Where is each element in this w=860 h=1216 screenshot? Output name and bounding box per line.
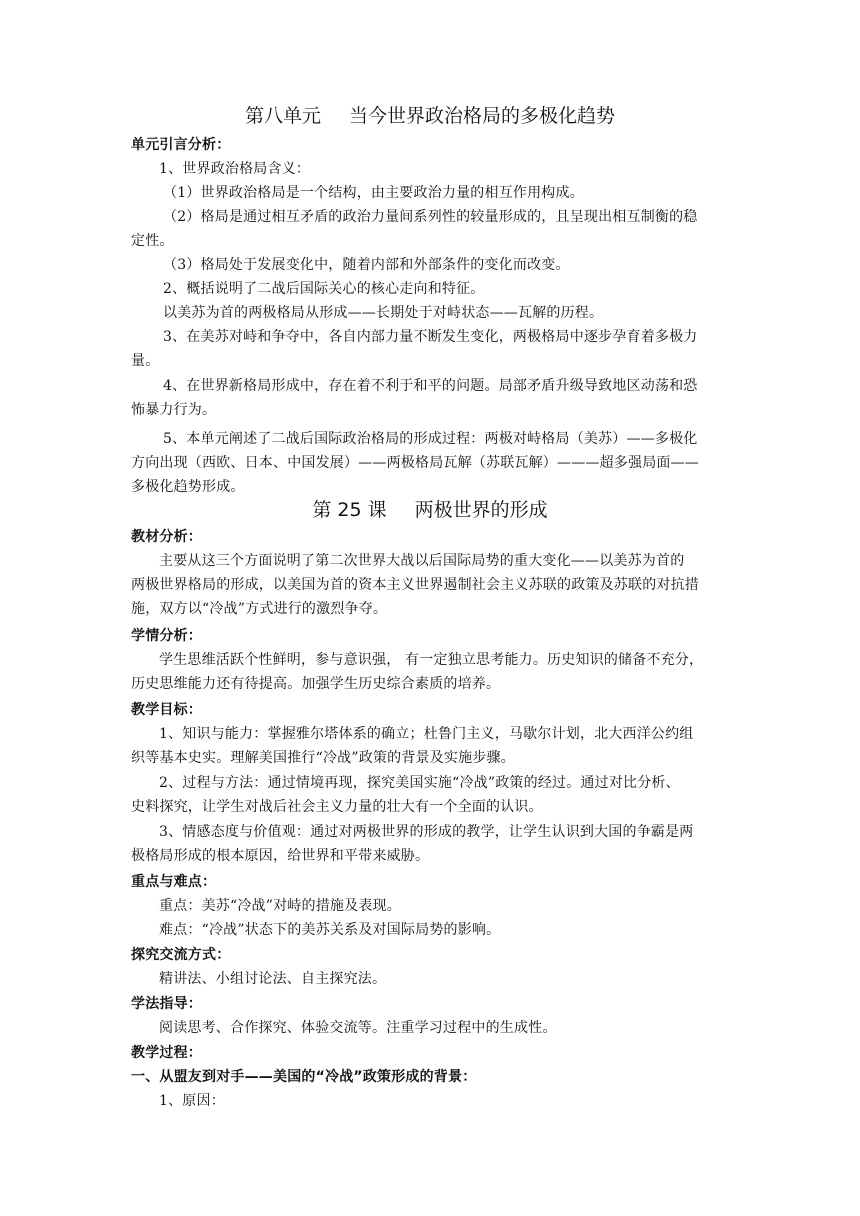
student-analysis-line: 历史思维能力还有待提高。加强学生历史综合素质的培养。 xyxy=(131,676,501,692)
teaching-goals-line: 1、知识与能力：掌握雅尔塔体系的确立；杜鲁门主义，马歇尔计划，北大西洋公约组 xyxy=(159,726,694,742)
unit-intro-line: 2、概括说明了二战后国际关心的核心走向和特征。 xyxy=(163,281,485,297)
material-analysis-line: 施，双方以“冷战”方式进行的激烈争夺。 xyxy=(131,601,388,617)
unit-intro-line: 3、在美苏对峙和争夺中，各自内部力量不断发生变化，两极格局中逐步孕育着多极力 xyxy=(163,329,698,345)
unit-intro-line: 定性。 xyxy=(131,233,174,249)
teaching-goals-line: 极格局形成的根本原因，给世界和平带来威胁。 xyxy=(131,848,430,864)
key-points-heading: 重点与难点： xyxy=(131,874,217,890)
process-line: 1、原因： xyxy=(159,1093,225,1109)
lesson-title: 两极世界的形成 xyxy=(414,499,548,521)
unit-intro-line: 多极化趋势形成。 xyxy=(131,479,245,495)
teaching-goals-line: 2、过程与方法：通过情境再现，探究美国实施“冷战”政策的经过。通过对比分析、 xyxy=(159,775,680,791)
teaching-goals-line: 史料探究，让学生对战后社会主义力量的壮大有一个全面的认识。 xyxy=(131,799,543,815)
unit-intro-line: （3）格局处于发展变化中，随着内部和外部条件的变化而改变。 xyxy=(163,257,570,273)
study-guide-heading: 学法指导： xyxy=(131,996,202,1012)
unit-intro-line: 以美苏为首的两极格局从形成——长期处于对峙状态——瓦解的历程。 xyxy=(163,305,604,321)
unit-intro-line: （2）格局是通过相互矛盾的政治力量间系列性的较量形成的，且呈现出相互制衡的稳 xyxy=(163,209,698,225)
process-heading: 教学过程： xyxy=(131,1045,202,1061)
material-analysis-line: 两极世界格局的形成，以美国为首的资本主义世界遏制社会主义苏联的政策及苏联的对抗措 xyxy=(131,577,699,593)
unit-intro-line: 怖暴力行为。 xyxy=(131,402,217,418)
student-analysis-line: 学生思维活跃个性鲜明，参与意识强， 有一定独立思考能力。历史知识的储备不充分， xyxy=(159,652,704,668)
key-points-line: 重点：美苏“冷战”对峙的措施及表现。 xyxy=(159,898,401,914)
unit-intro-line: （1）世界政治格局是一个结构，由主要政治力量的相互作用构成。 xyxy=(163,185,584,201)
unit-intro-line: 1、世界政治格局含义： xyxy=(159,161,311,177)
unit-intro-line: 方向出现（西欧、日本、中国发展）——两极格局瓦解（苏联瓦解）———超多强局面—— xyxy=(131,455,699,471)
key-points-line: 难点：“冷战”状态下的美苏关系及对国际局势的影响。 xyxy=(159,922,501,938)
lesson-number: 第 25 课 xyxy=(312,499,387,521)
unit-title: 当今世界政治格局的多极化趋势 xyxy=(349,105,616,127)
process-subheading: 一、从盟友到对手——美国的“冷战”政策形成的背景： xyxy=(131,1069,477,1085)
unit-number: 第八单元 xyxy=(244,105,321,127)
unit-intro-line: 4、在世界新格局形成中，存在着不利于和平的问题。局部矛盾升级导致地区动荡和恐 xyxy=(163,378,698,394)
methods-heading: 探究交流方式： xyxy=(131,947,231,963)
material-analysis-heading: 教材分析： xyxy=(131,529,202,545)
unit-intro-line: 5、本单元阐述了二战后国际政治格局的形成过程：两极对峙格局（美苏）——多极化 xyxy=(163,431,698,447)
teaching-goals-line: 3、情感态度与价值观：通过对两极世界的形成的教学，让学生认识到大国的争霸是两 xyxy=(159,824,694,840)
unit-heading xyxy=(0,102,860,130)
teaching-goals-heading: 教学目标： xyxy=(131,702,202,718)
material-analysis-line: 主要从这三个方面说明了第二次世界大战以后国际局势的重大变化——以美苏为首的 xyxy=(159,553,685,569)
unit-intro-heading: 单元引言分析： xyxy=(131,137,231,153)
lesson-heading xyxy=(0,496,860,524)
study-guide-line: 阅读思考、合作探究、体验交流等。注重学习过程中的生成性。 xyxy=(159,1020,557,1036)
teaching-goals-line: 织等基本史实。理解美国推行“冷战”政策的背景及实施步骤。 xyxy=(131,750,515,766)
unit-intro-line: 量。 xyxy=(131,353,160,369)
methods-line: 精讲法、小组讨论法、自主探究法。 xyxy=(159,971,387,987)
student-analysis-heading: 学情分析： xyxy=(131,628,202,644)
